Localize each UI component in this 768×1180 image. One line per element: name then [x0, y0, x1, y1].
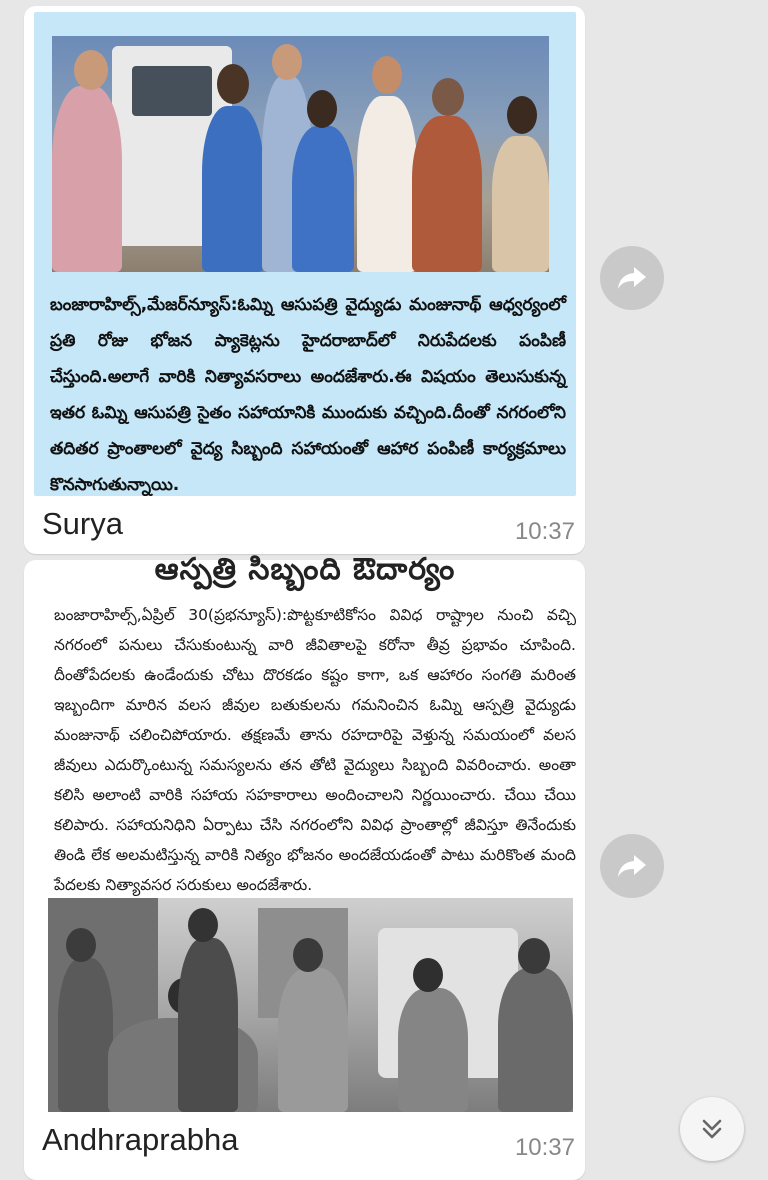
clipping-headline: ఆస్పత్రి సిబ్బంది ఔదార్యం: [154, 552, 456, 587]
news-photo-food-distribution: [52, 36, 549, 272]
newspaper-clipping-image[interactable]: [34, 552, 581, 1112]
forward-button[interactable]: [600, 246, 664, 310]
share-forward-icon: [617, 853, 647, 879]
chevron-double-down-icon: [699, 1116, 725, 1142]
forward-button[interactable]: [600, 834, 664, 898]
message-sender-name: Andhraprabha: [42, 1122, 239, 1157]
message-bubble-andhraprabha[interactable]: [24, 552, 585, 1180]
news-photo-food-distribution: [48, 898, 573, 1112]
message-bubble-surya[interactable]: [24, 6, 585, 554]
message-timestamp: 10:37: [514, 1134, 575, 1161]
clipping-article-text: బంజారాహిల్స్,ఏప్రిల్ 30(ప్రభన్యూస్):పొట్టకూటికోసం వివిధ రాష్ట్రాల నుంచి వచ్చి నగరంలో పనులు చేసుకుంటున్న వారి జీవితాలపై కరోనా తీవ్ర ప్రభావం చూపింది. దీంతోపేదలకు ఉండేందుకు చోటు దొరకడం కష్టం కాగా, ఒక ఆహారం సంగతి మరింత ఇబ్బందిగా మారిన వలస జీవుల బతుకులను గమనించిన ఓమ్ని ఆస్పత్రి వైద్యుడు మంజునాథ్ చలించిపోయారు. తక్షణమే తాను రహదారిపై వెళ్తున్న సమయంలో వలస జీవులు ఎదుర్కొంటున్న సమస్యలను తన తోటి వైద్యులు సిబ్బంది వివరించారు. అంతా కలిసి అలాంటి వారికి సహాయ సహకారాలు అందించాలని నిర్ణయించారు. చేయి చేయి కలిపారు. సహాయనిధిని ఏర్పాటు చేసి నగరంలోని వివిధ ప్రాంతాల్లో జీవిస్తూ తినేందుకు తిండి లేక అలమటిస్తున్న వారికి నిత్యం భోజనం అందజేయడంతో పాటు మరికొంత మంది పేదలకు నిత్యావసర సరుకులు అందజేశారు.: [54, 606, 581, 894]
message-sender-name: Surya: [42, 506, 123, 541]
share-forward-icon: [617, 265, 647, 291]
message-timestamp: 10:37: [514, 518, 575, 545]
clipping-article-text: బంజారాహిల్స్,మేజర్‌న్యూస్:ఓమ్ని ఆసుపత్రి వైద్యుడు మంజునాథ్ ఆధ్వర్యంలో ప్రతి రోజు భోజన ప్యాకెట్లను హైదరాబాద్‌లో నిరుపేదలకు పంపిణీ చేస్తుంది.అలాగే వారికి నిత్యావసరాలు అందజేశారు.ఈ విషయం తెలుసుకున్న ఇతర ఓమ్ని ఆసుపత్రి సైతం సహాయానికి ముందుకు వచ్చింది.దీంతో నగరంలోని తదితర ప్రాంతాలలో వైద్య సిబ్బంది సహాయంతో ఆహార పంపిణీ కార్యక్రమాలు కొనసాగుతున్నాయి.: [50, 295, 572, 495]
newspaper-clipping-image[interactable]: [34, 12, 576, 496]
scroll-to-bottom-button[interactable]: [680, 1097, 744, 1161]
